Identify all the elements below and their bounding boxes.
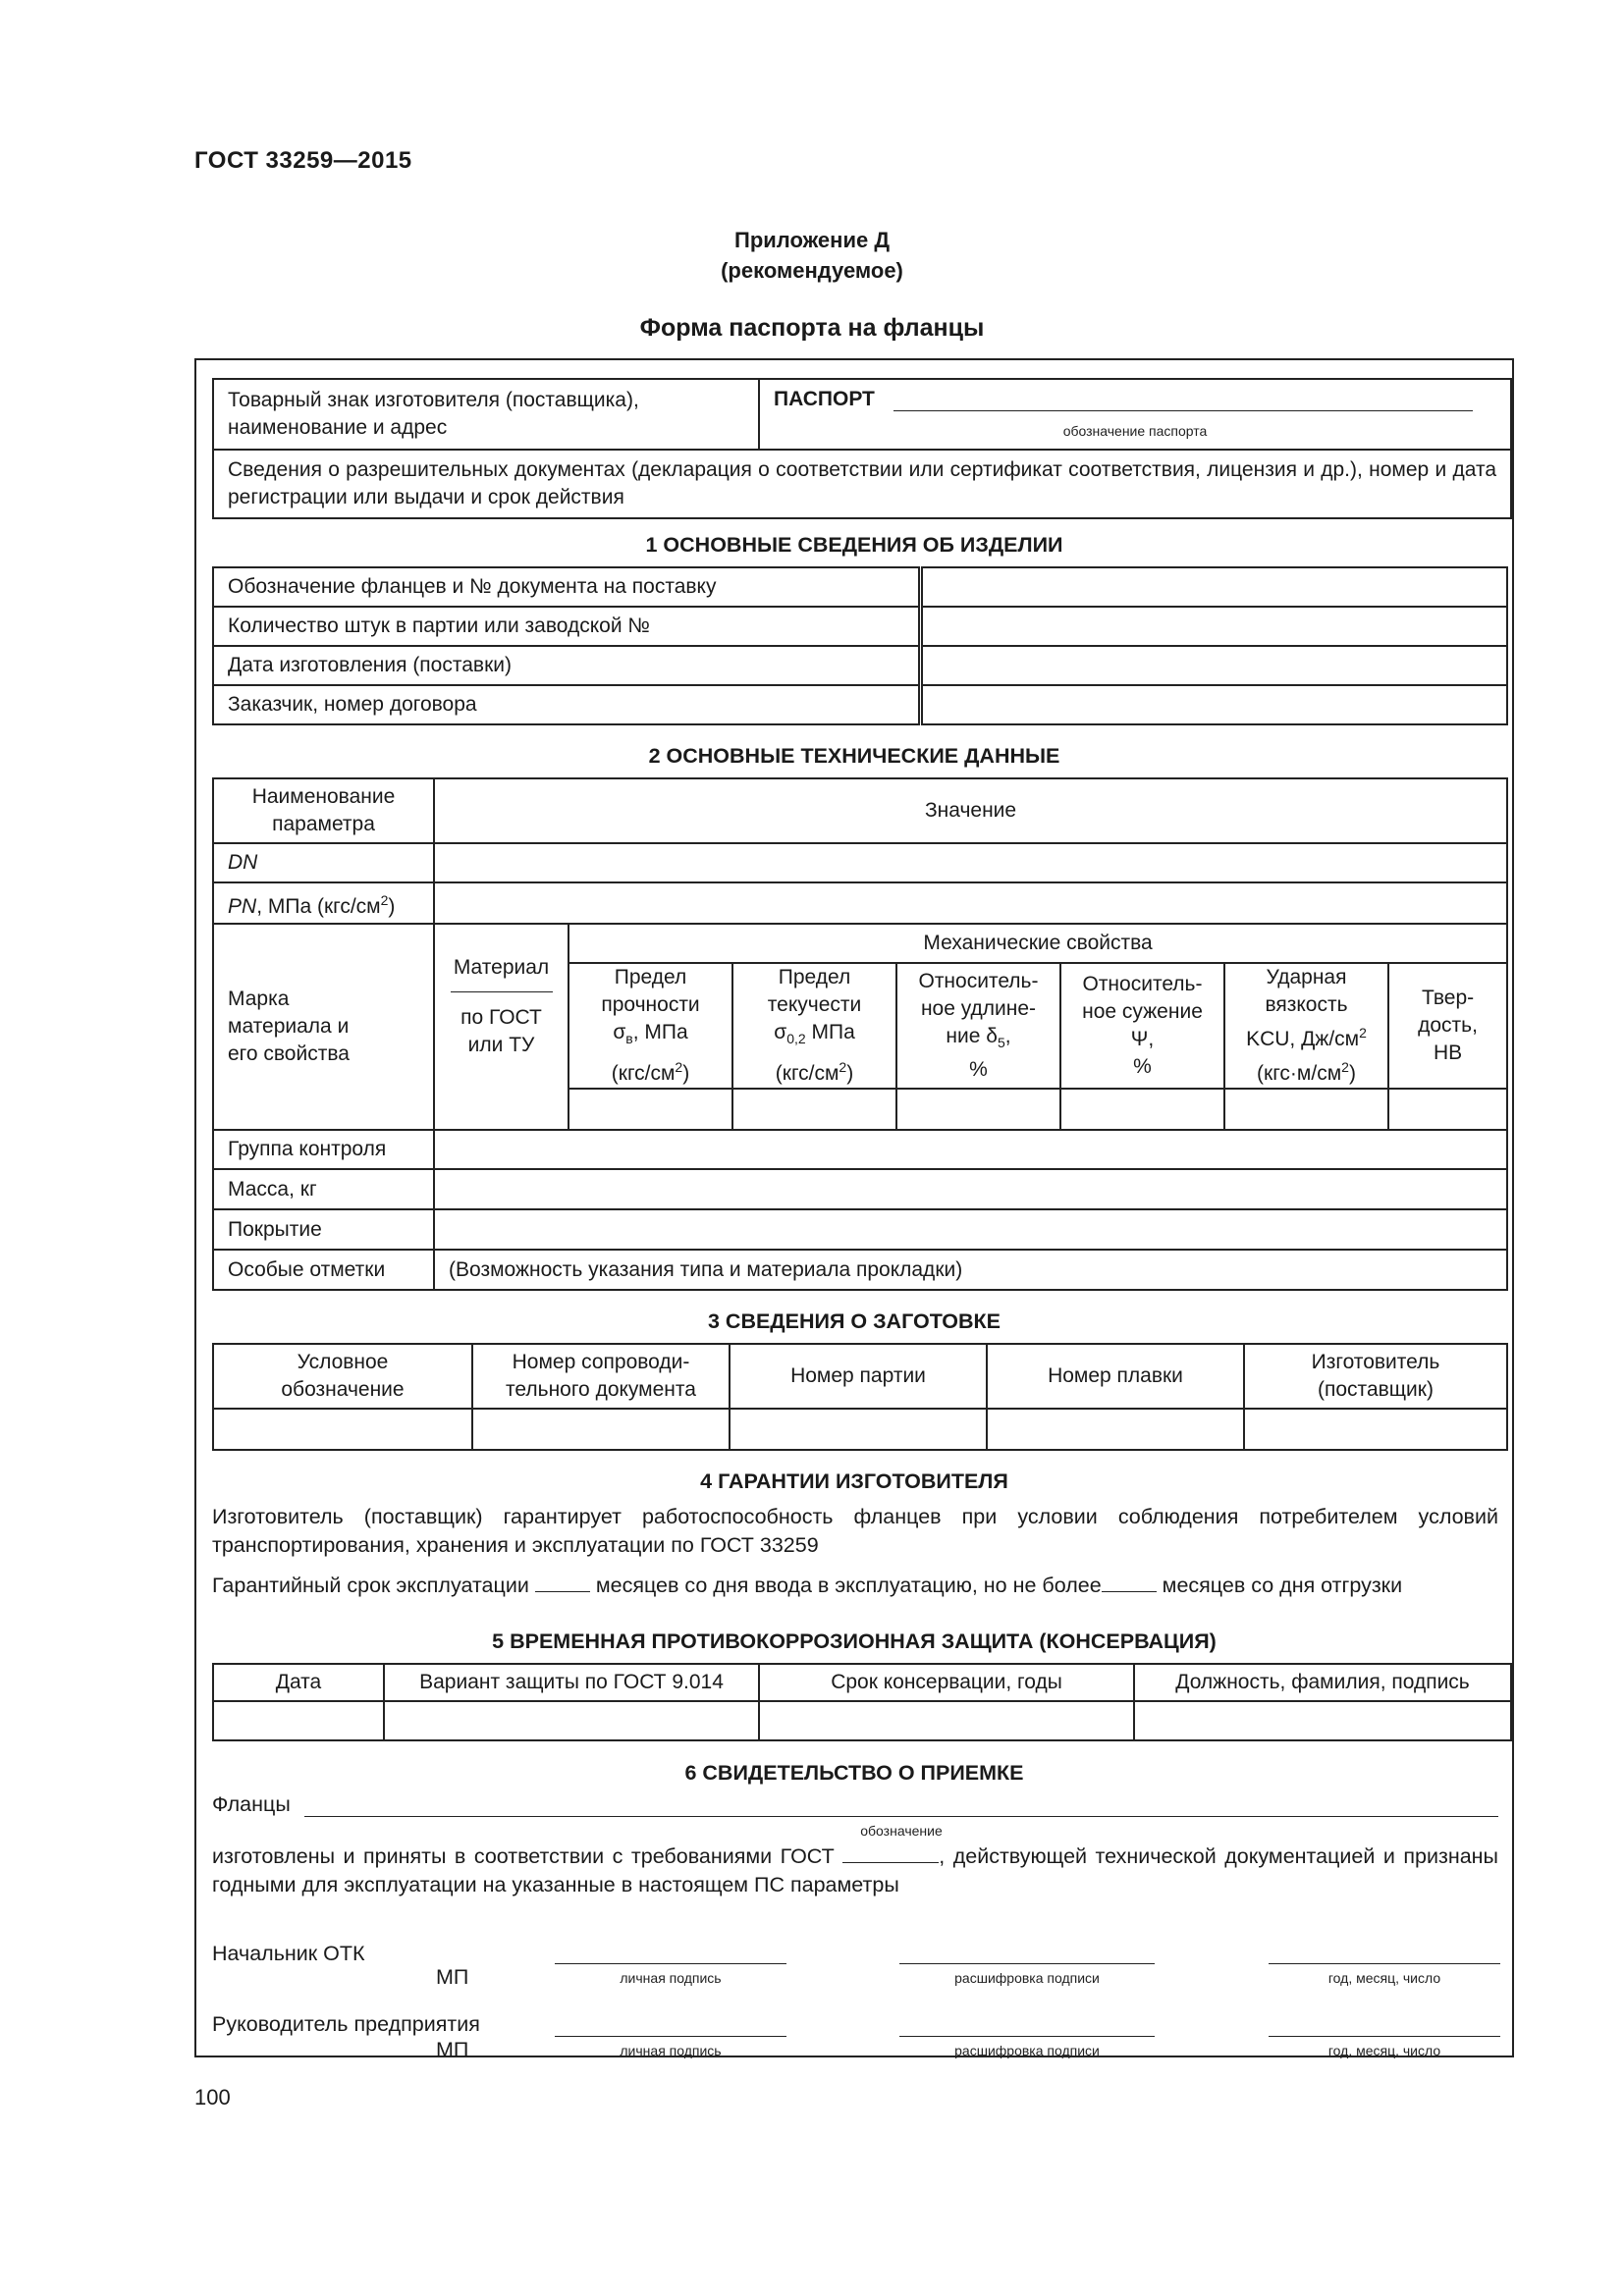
s2-notes-label: Особые отметки: [213, 1250, 434, 1290]
date-line[interactable]: [1269, 2036, 1500, 2037]
section2-table: [212, 777, 1508, 1291]
s2-impact-value[interactable]: [1224, 1089, 1388, 1130]
section5-table: [212, 1663, 1512, 1741]
passport-field: [759, 379, 1511, 450]
section1-title: 1 ОСНОВНЫЕ СВЕДЕНИЯ ОБ ИЗДЕЛИИ: [645, 533, 1063, 557]
s2-contraction-value[interactable]: [1060, 1089, 1224, 1130]
section6-title: 6 СВИДЕТЕЛЬСТВО О ПРИЕМКЕ: [684, 1761, 1024, 1785]
form-title: Форма паспорта на фланцы: [639, 314, 985, 342]
signature-caption: личная подпись: [620, 1970, 722, 1986]
section5-title: 5 ВРЕМЕННАЯ ПРОТИВОКОРРОЗИОННАЯ ЗАЩИТА (КОНСЕРВАЦИЯ): [492, 1629, 1217, 1653]
s2-mech-strength: Предел прочности $\sigma_в$, МПа $(кгс/см^2)$: [568, 963, 732, 1089]
s2-pn-label: PN, МПа $(кгс/см^2)$: [213, 882, 434, 924]
s2-mech-header: Механические свойства: [568, 924, 1507, 963]
s1-value-2[interactable]: [920, 607, 1507, 646]
s2-yield-value[interactable]: [732, 1089, 896, 1130]
s1-value-4[interactable]: [920, 685, 1507, 724]
flanges-label: Фланцы: [212, 1792, 291, 1816]
section4-title: 4 ГАРАНТИИ ИЗГОТОВИТЕЛЯ: [700, 1469, 1008, 1493]
s3-col-symbol: Условное обозначение: [213, 1344, 472, 1409]
s2-dn-label: DN: [213, 843, 434, 882]
appendix-title: Приложение Д: [734, 228, 890, 252]
flanges-designation-line[interactable]: [304, 1816, 1498, 1817]
s3-col-batch: Номер партии: [730, 1344, 987, 1409]
decode-caption: расшифровка подписи: [954, 1970, 1100, 1986]
s5-col-sign: Должность, фамилия, подпись: [1134, 1664, 1511, 1701]
s3-value-batch[interactable]: [730, 1409, 987, 1450]
date-caption: год, месяц, число: [1327, 2043, 1441, 2058]
decode-line[interactable]: [899, 1963, 1155, 1964]
section4-text: Изготовитель (поставщик) гарантирует работоспособность фланцев при условии соблюдения потребителем условий транспортирования, хранения и эксплуатации по ГОСТ 33259: [212, 1505, 1498, 1557]
warranty-line: Гарантийный срок эксплуатации месяцев со дня ввода в эксплуатацию, но не более месяцев со дня отгрузки: [212, 1574, 1403, 1597]
s1-label: Обозначение фланцев и № документа на поставку: [213, 567, 920, 607]
section1-table: [212, 566, 1508, 725]
s5-value-date[interactable]: [213, 1701, 384, 1740]
decode-caption: расшифровка подписи: [954, 2043, 1100, 2058]
gost-number-field[interactable]: [842, 1842, 939, 1863]
s2-strength-value[interactable]: [568, 1089, 732, 1130]
decode-line[interactable]: [899, 2036, 1155, 2037]
s5-col-variant: Вариант защиты по ГОСТ 9.014: [384, 1664, 759, 1701]
s2-control-group-value[interactable]: [434, 1130, 1507, 1169]
s3-value-symbol[interactable]: [213, 1409, 472, 1450]
permits-field: Сведения о разрешительных документах (декларация о соответствии или сертификат соответствия, лицензия и др.), номер и дата регистрации или выдачи и срок действия: [213, 450, 1511, 518]
signature-caption: личная подпись: [620, 2043, 722, 2058]
s2-dn-value[interactable]: [434, 843, 1507, 882]
s1-label: Дата изготовления (поставки): [213, 646, 920, 685]
s3-value-melt[interactable]: [987, 1409, 1244, 1450]
s2-mech-contraction: Относитель-ное сужение Ψ, %: [1060, 963, 1224, 1089]
s3-value-doc[interactable]: [472, 1409, 730, 1450]
warranty-max-months-field[interactable]: [1102, 1572, 1157, 1592]
s5-value-sign[interactable]: [1134, 1701, 1511, 1740]
s2-material-label: Марка материала и его свойства: [213, 924, 434, 1130]
stamp-label: МП: [436, 2038, 469, 2061]
section3-table: [212, 1343, 1508, 1451]
page-number: 100: [194, 2085, 231, 2109]
s2-pn-value[interactable]: [434, 882, 1507, 924]
s3-col-melt: Номер плавки: [987, 1344, 1244, 1409]
s2-col-value: Значение: [434, 778, 1507, 843]
date-caption: год, месяц, число: [1327, 1970, 1441, 1986]
s2-notes-value[interactable]: (Возможность указания типа и материала прокладки): [434, 1250, 1507, 1290]
date-line[interactable]: [1269, 1963, 1500, 1964]
s3-value-maker[interactable]: [1244, 1409, 1507, 1450]
s1-label: Заказчик, номер договора: [213, 685, 920, 724]
warranty-months-field[interactable]: [535, 1572, 590, 1592]
s2-mech-hardness: Твер-дость, HB: [1388, 963, 1507, 1089]
s2-mech-yield: Предел текучести $\sigma_{0,2}$ МПа $(кгс/см^2)$: [732, 963, 896, 1089]
appendix-subtitle: (рекомендуемое): [721, 258, 903, 283]
s2-mass-value[interactable]: [434, 1169, 1507, 1209]
s5-col-term: Срок консервации, годы: [759, 1664, 1134, 1701]
passport-caption: обозначение паспорта: [1062, 423, 1208, 439]
signature-line[interactable]: [555, 1963, 786, 1964]
s2-mech-impact: Ударная вязкость KCU, $Дж/см^2$ $(кгс\cdot м/см^2)$: [1224, 963, 1388, 1089]
s2-mass-label: Масса, кг: [213, 1169, 434, 1209]
s1-value-1[interactable]: [920, 567, 1507, 607]
s1-value-3[interactable]: [920, 646, 1507, 685]
s2-coating-label: Покрытие: [213, 1209, 434, 1250]
manufacturer-field: Товарный знак изготовителя (поставщика), наименование и адрес: [213, 379, 759, 450]
passport-label: ПАСПОРТ: [774, 388, 875, 410]
s2-material-col: Материал по ГОСТ или ТУ: [434, 924, 568, 1130]
stamp-label: МП: [436, 1965, 469, 1989]
s3-col-maker: Изготовитель (поставщик): [1244, 1344, 1507, 1409]
s2-mech-elongation: Относитель-ное удлине-ние $\delta_5$, %: [896, 963, 1060, 1089]
s1-label: Количество штук в партии или заводской №: [213, 607, 920, 646]
s2-control-group-label: Группа контроля: [213, 1130, 434, 1169]
document-code: ГОСТ 33259—2015: [194, 147, 412, 174]
sign-director-label: Руководитель предприятия: [212, 2012, 480, 2036]
passport-header-table: [212, 378, 1512, 519]
sign-otk-label: Начальник ОТК: [212, 1942, 365, 1965]
passport-number-line[interactable]: [893, 410, 1473, 411]
s3-col-doc: Номер сопроводи-тельного документа: [472, 1344, 730, 1409]
s2-col-param: Наименование параметра: [213, 778, 434, 843]
s2-coating-value[interactable]: [434, 1209, 1507, 1250]
section2-title: 2 ОСНОВНЫЕ ТЕХНИЧЕСКИЕ ДАННЫЕ: [648, 744, 1060, 768]
s5-value-variant[interactable]: [384, 1701, 759, 1740]
s5-value-term[interactable]: [759, 1701, 1134, 1740]
acceptance-text: изготовлены и приняты в соответствии с требованиями ГОСТ , действующей технической документацией и признаны годными для эксплуатации на указанные в настоящем ПС параметры: [212, 1844, 1498, 1896]
signature-line[interactable]: [555, 2036, 786, 2037]
section3-title: 3 СВЕДЕНИЯ О ЗАГОТОВКЕ: [707, 1309, 1001, 1333]
s2-elongation-value[interactable]: [896, 1089, 1060, 1130]
s2-hardness-value[interactable]: [1388, 1089, 1507, 1130]
s5-col-date: Дата: [213, 1664, 384, 1701]
designation-caption: обозначение: [860, 1823, 943, 1839]
